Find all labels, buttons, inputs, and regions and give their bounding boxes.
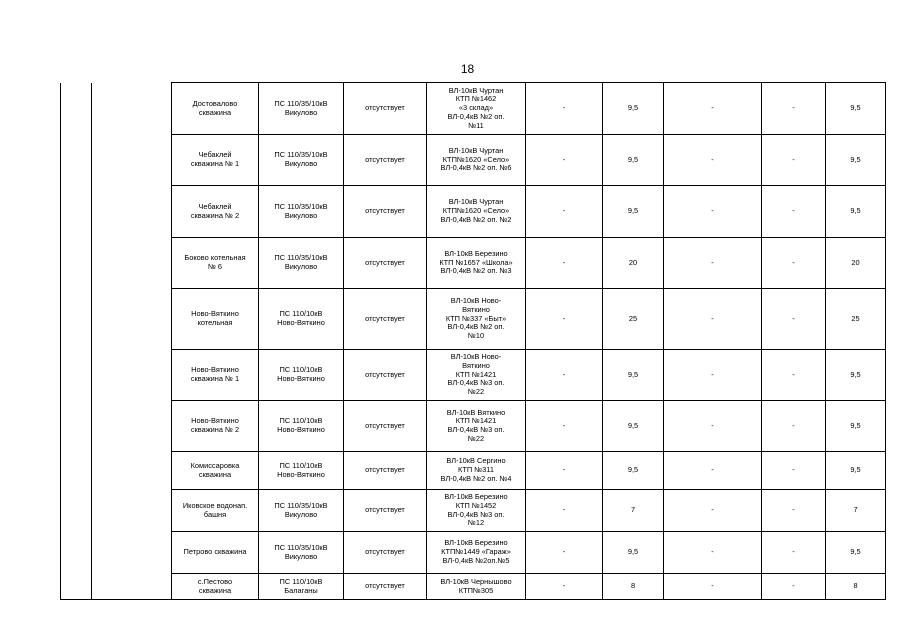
value-cell: - bbox=[762, 238, 826, 289]
line-cell: ВЛ-10кВ Ново- Вяткино КТП №1421 ВЛ-0,4кВ №3 оп. №22 bbox=[427, 350, 526, 401]
value-cell: - bbox=[664, 83, 762, 135]
blank-cell bbox=[61, 401, 92, 452]
object-cell: с.Пестово скважина bbox=[172, 574, 259, 600]
object-cell: Петрово скважина bbox=[172, 532, 259, 574]
value-cell: 9,5 bbox=[603, 401, 664, 452]
blank-cell bbox=[92, 238, 172, 289]
substation-cell: ПС 110/10кВ Ново-Вяткино bbox=[259, 289, 344, 350]
line-cell: ВЛ-10кВ Березино КТП№1449 «Гараж» ВЛ-0,4кВ №2оп.№5 bbox=[427, 532, 526, 574]
value-cell: 9,5 bbox=[826, 83, 886, 135]
value-cell: - bbox=[762, 83, 826, 135]
value-cell: 9,5 bbox=[826, 186, 886, 238]
line-cell: ВЛ-10кВ Чуртан КТП№1620 «Село» ВЛ-0,4кВ №2 оп. №6 bbox=[427, 135, 526, 186]
blank-cell bbox=[92, 135, 172, 186]
table-row bbox=[61, 289, 886, 350]
value-cell: 9,5 bbox=[826, 401, 886, 452]
line-cell: ВЛ-10кВ Сергино КТП №311 ВЛ-0,4кВ №2 оп. №4 bbox=[427, 452, 526, 490]
substation-cell: ПС 110/10кВ Ново-Вяткино bbox=[259, 452, 344, 490]
value-cell: - bbox=[526, 452, 603, 490]
value-cell: - bbox=[526, 289, 603, 350]
blank-cell bbox=[61, 532, 92, 574]
status-cell: отсутствует bbox=[344, 452, 427, 490]
blank-cell bbox=[92, 83, 172, 135]
object-cell: Ново-Вяткино котельная bbox=[172, 289, 259, 350]
line-cell: ВЛ-10кВ Вяткино КТП №1421 ВЛ-0,4кВ №3 оп. №22 bbox=[427, 401, 526, 452]
value-cell: - bbox=[664, 452, 762, 490]
substation-cell: ПС 110/10кВ Балаганы bbox=[259, 574, 344, 600]
table-row bbox=[61, 238, 886, 289]
value-cell: - bbox=[762, 452, 826, 490]
table-row bbox=[61, 350, 886, 401]
value-cell: - bbox=[526, 490, 603, 532]
object-cell: Чебаклей скважина № 1 bbox=[172, 135, 259, 186]
status-cell: отсутствует bbox=[344, 350, 427, 401]
value-cell: - bbox=[526, 135, 603, 186]
status-cell: отсутствует bbox=[344, 135, 427, 186]
blank-cell bbox=[61, 490, 92, 532]
value-cell: - bbox=[762, 401, 826, 452]
blank-cell bbox=[92, 289, 172, 350]
status-cell: отсутствует bbox=[344, 83, 427, 135]
value-cell: 9,5 bbox=[603, 83, 664, 135]
value-cell: - bbox=[526, 574, 603, 600]
blank-cell bbox=[92, 401, 172, 452]
value-cell: - bbox=[526, 186, 603, 238]
value-cell: 8 bbox=[603, 574, 664, 600]
value-cell: - bbox=[762, 135, 826, 186]
substation-cell: ПС 110/35/10кВ Викулово bbox=[259, 83, 344, 135]
table-row bbox=[61, 574, 886, 600]
value-cell: - bbox=[762, 186, 826, 238]
status-cell: отсутствует bbox=[344, 401, 427, 452]
blank-cell bbox=[61, 83, 92, 135]
value-cell: - bbox=[762, 574, 826, 600]
blank-cell bbox=[92, 186, 172, 238]
value-cell: - bbox=[664, 574, 762, 600]
value-cell: - bbox=[762, 350, 826, 401]
value-cell: - bbox=[664, 350, 762, 401]
value-cell: - bbox=[664, 401, 762, 452]
table-row bbox=[61, 490, 886, 532]
blank-cell bbox=[92, 574, 172, 600]
value-cell: - bbox=[526, 532, 603, 574]
blank-cell bbox=[61, 135, 92, 186]
blank-cell bbox=[92, 350, 172, 401]
value-cell: 9,5 bbox=[826, 350, 886, 401]
value-cell: 9,5 bbox=[603, 135, 664, 186]
substation-cell: ПС 110/10кВ Ново-Вяткино bbox=[259, 350, 344, 401]
blank-cell bbox=[92, 490, 172, 532]
status-cell: отсутствует bbox=[344, 490, 427, 532]
object-cell: Комиссаровка скважина bbox=[172, 452, 259, 490]
substation-cell: ПС 110/10кВ Ново-Вяткино bbox=[259, 401, 344, 452]
blank-cell bbox=[61, 289, 92, 350]
substation-cell: ПС 110/35/10кВ Викулово bbox=[259, 490, 344, 532]
line-cell: ВЛ-10кВ Чуртан КТП№1620 «Село» ВЛ-0,4кВ №2 оп. №2 bbox=[427, 186, 526, 238]
value-cell: - bbox=[664, 186, 762, 238]
value-cell: 9,5 bbox=[826, 452, 886, 490]
blank-cell bbox=[61, 238, 92, 289]
value-cell: 8 bbox=[826, 574, 886, 600]
substation-cell: ПС 110/35/10кВ Викулово bbox=[259, 532, 344, 574]
power-supply-table bbox=[60, 82, 886, 600]
value-cell: 25 bbox=[826, 289, 886, 350]
value-cell: 9,5 bbox=[826, 135, 886, 186]
table-row bbox=[61, 532, 886, 574]
value-cell: - bbox=[526, 401, 603, 452]
table-row bbox=[61, 452, 886, 490]
blank-cell bbox=[61, 452, 92, 490]
value-cell: - bbox=[664, 532, 762, 574]
blank-cell bbox=[92, 452, 172, 490]
object-cell: Ново-Вяткино скважина № 1 bbox=[172, 350, 259, 401]
value-cell: 20 bbox=[826, 238, 886, 289]
value-cell: 9,5 bbox=[603, 350, 664, 401]
value-cell: - bbox=[762, 289, 826, 350]
line-cell: ВЛ-10кВ Ново- Вяткино КТП №337 «Быт» ВЛ-0,4кВ №2 оп. №10 bbox=[427, 289, 526, 350]
status-cell: отсутствует bbox=[344, 238, 427, 289]
table-row bbox=[61, 135, 886, 186]
value-cell: - bbox=[526, 83, 603, 135]
value-cell: 7 bbox=[603, 490, 664, 532]
object-cell: Чебаклей скважина № 2 bbox=[172, 186, 259, 238]
page-number: 18 bbox=[460, 62, 475, 76]
status-cell: отсутствует bbox=[344, 532, 427, 574]
table-row bbox=[61, 401, 886, 452]
substation-cell: ПС 110/35/10кВ Викулово bbox=[259, 135, 344, 186]
value-cell: 9,5 bbox=[826, 532, 886, 574]
value-cell: - bbox=[664, 238, 762, 289]
line-cell: ВЛ-10кВ Чуртан КТП №1462 «3 склад» ВЛ-0,4кВ №2 оп. №11 bbox=[427, 83, 526, 135]
object-cell: Иковское водонап. башня bbox=[172, 490, 259, 532]
blank-cell bbox=[92, 532, 172, 574]
status-cell: отсутствует bbox=[344, 289, 427, 350]
table-row bbox=[61, 83, 886, 135]
status-cell: отсутствует bbox=[344, 574, 427, 600]
value-cell: - bbox=[762, 532, 826, 574]
line-cell: ВЛ-10кВ Березино КТП №1657 «Школа» ВЛ-0,4кВ №2 оп. №3 bbox=[427, 238, 526, 289]
blank-cell bbox=[61, 350, 92, 401]
value-cell: 9,5 bbox=[603, 452, 664, 490]
substation-cell: ПС 110/35/10кВ Викулово bbox=[259, 238, 344, 289]
blank-cell bbox=[61, 574, 92, 600]
value-cell: - bbox=[664, 135, 762, 186]
value-cell: - bbox=[664, 289, 762, 350]
object-cell: Достовалово скважина bbox=[172, 83, 259, 135]
value-cell: - bbox=[762, 490, 826, 532]
substation-cell: ПС 110/35/10кВ Викулово bbox=[259, 186, 344, 238]
value-cell: - bbox=[664, 490, 762, 532]
line-cell: ВЛ-10кВ Березино КТП №1452 ВЛ-0,4кВ №3 оп. №12 bbox=[427, 490, 526, 532]
value-cell: 7 bbox=[826, 490, 886, 532]
value-cell: 20 bbox=[603, 238, 664, 289]
value-cell: - bbox=[526, 350, 603, 401]
object-cell: Боково котельная № 6 bbox=[172, 238, 259, 289]
object-cell: Ново-Вяткино скважина № 2 bbox=[172, 401, 259, 452]
value-cell: - bbox=[526, 238, 603, 289]
blank-cell bbox=[61, 186, 92, 238]
value-cell: 9,5 bbox=[603, 186, 664, 238]
status-cell: отсутствует bbox=[344, 186, 427, 238]
table-row bbox=[61, 186, 886, 238]
value-cell: 9,5 bbox=[603, 532, 664, 574]
value-cell: 25 bbox=[603, 289, 664, 350]
line-cell: ВЛ-10кВ Чернышово КТП№305 bbox=[427, 574, 526, 600]
